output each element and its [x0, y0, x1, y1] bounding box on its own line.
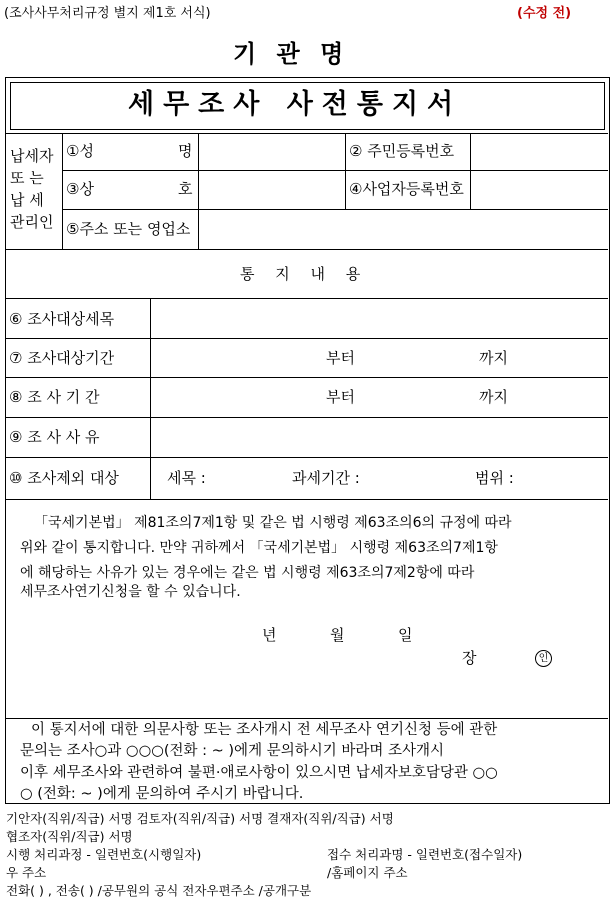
- taxpayer-group-line-4: 관리인: [10, 213, 54, 231]
- footer-contact-line: 전화( ) , 전송( ) /공무원의 공식 전자우편주소 /공개구분: [6, 883, 312, 898]
- taxpayer-group-line-2: 또 는: [10, 169, 44, 187]
- grid-line: [6, 457, 608, 458]
- footer-homepage: /홈페이지 주소: [327, 865, 408, 880]
- period-from: 부터: [326, 388, 355, 406]
- name-label: ①성: [66, 142, 94, 160]
- footer-receipt: 접수 처리과명 - 일련번호(접수일자): [327, 847, 523, 862]
- items-label: ⑥ 조사대상세목: [9, 310, 115, 328]
- business-label-suffix: 호: [178, 180, 193, 198]
- grid-line: [345, 133, 346, 210]
- agency-name: 기 관 명: [233, 39, 350, 68]
- inquiry-line-3: 이후 세무조사와 관련하여 불편·애로사항이 있으시면 납세자보호담당관 ○○: [20, 765, 498, 781]
- address-label: ⑤주소 또는 영업소: [66, 220, 191, 238]
- business-no-label: ④사업자등록번호: [349, 180, 464, 198]
- exclusion-label: ⑩ 조사제외 대상: [9, 469, 119, 487]
- reason-field[interactable]: [151, 418, 607, 457]
- footer-cooperator-line: 협조자(직위/직급) 서명: [6, 829, 133, 844]
- business-no-field[interactable]: [471, 171, 607, 209]
- date-year: 년: [262, 626, 277, 644]
- address-field[interactable]: [199, 210, 607, 249]
- business-name-field[interactable]: [199, 171, 344, 209]
- reason-label: ⑨ 조 사 사 유: [9, 428, 100, 446]
- seal-icon: 인: [535, 650, 552, 667]
- name-label-suffix: 명: [178, 142, 193, 160]
- document-title: 세무조사 사전통지서: [128, 89, 463, 120]
- period-label: ⑧ 조 사 기 간: [9, 388, 100, 406]
- footer-enforcement: 시행 처리과정 - 일련번호(시행일자): [6, 847, 202, 862]
- grid-line: [6, 338, 608, 339]
- body-text-line-1: 「국세기본법」 제81조의7제1항 및 같은 법 시행령 제63조의6의 규정에 따라: [34, 515, 512, 531]
- inquiry-line-2: 문의는 조사○과 ○○○(전화 : ~ )에게 문의하시기 바라며 조사개시: [20, 743, 444, 759]
- footer-address: 우 주소: [6, 865, 47, 880]
- body-text-line-4: 세무조사연기신청을 할 수 있습니다.: [20, 584, 241, 600]
- notice-content-header: 통 지 내 용: [240, 265, 369, 283]
- date-day: 일: [398, 626, 413, 644]
- grid-line: [6, 249, 608, 250]
- taxpayer-group-line-1: 납세자: [10, 147, 54, 165]
- period-to: 까지: [479, 388, 508, 406]
- revision-label: (수정 전): [517, 6, 572, 21]
- grid-line: [62, 133, 63, 249]
- target-period-from: 부터: [326, 349, 355, 367]
- items-field[interactable]: [151, 299, 607, 338]
- business-label: ③상: [66, 180, 94, 198]
- grid-line: [6, 499, 608, 500]
- body-text-line-2: 위와 같이 통지합니다. 만약 귀하께서 「국세기본법」 시행령 제63조의7제1항: [20, 540, 498, 556]
- target-period-to: 까지: [479, 349, 508, 367]
- exclusion-item-label: 세목 :: [167, 469, 206, 487]
- form-reference: (조사사무처리규정 별지 제1호 서식): [4, 6, 211, 21]
- grid-line: [6, 718, 608, 719]
- name-field[interactable]: [199, 134, 344, 170]
- footer-approval-line: 기안자(직위/직급) 서명 검토자(직위/직급) 서명 결재자(직위/직급) 서명: [6, 811, 394, 826]
- exclusion-period-label: 과세기간 :: [292, 469, 360, 487]
- inquiry-line-4: ○ (전화: ~ )에게 문의하여 주시기 바랍니다.: [20, 786, 304, 802]
- resident-no-field[interactable]: [471, 134, 607, 170]
- resident-no-label: ② 주민등록번호: [349, 142, 455, 160]
- exclusion-scope-label: 범위 :: [475, 469, 514, 487]
- body-text-line-3: 에 해당하는 사유가 있는 경우에는 같은 법 시행령 제63조의7제2항에 따라: [20, 565, 475, 581]
- taxpayer-group-line-3: 납 세: [10, 191, 44, 209]
- signer-title: 장: [462, 649, 477, 667]
- target-period-label: ⑦ 조사대상기간: [9, 349, 115, 367]
- grid-line: [6, 377, 608, 378]
- inquiry-line-1: 이 통지서에 대한 의문사항 또는 조사개시 전 세무조사 연기신청 등에 관한: [31, 722, 498, 738]
- date-month: 월: [330, 626, 345, 644]
